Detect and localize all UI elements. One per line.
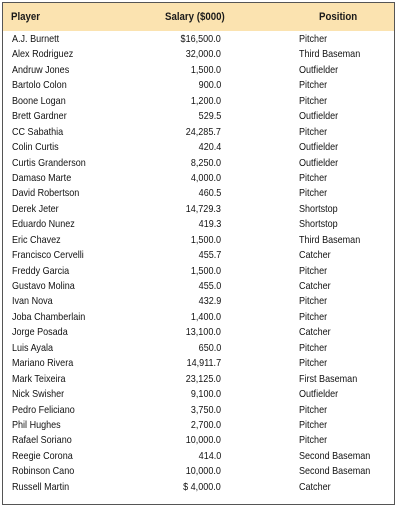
table-row <box>3 202 394 217</box>
player-cell: CC Sabathia <box>12 125 64 138</box>
position-cell: Pitcher <box>299 187 328 200</box>
position-cell: Catcher <box>299 480 331 493</box>
salary-cell-wrap <box>143 203 221 215</box>
salary-cell: 1,400.0 <box>190 310 221 323</box>
salary-cell: 23,125.0 <box>185 372 221 385</box>
table-row <box>3 171 394 186</box>
table-row <box>3 464 394 479</box>
position-cell: Pitcher <box>299 310 328 323</box>
salary-cell-wrap <box>143 481 221 493</box>
player-cell: Andruw Jones <box>12 63 70 76</box>
table-row <box>3 325 394 340</box>
table-row <box>3 310 394 325</box>
salary-cell-wrap <box>143 64 221 76</box>
salary-cell-wrap <box>143 249 221 261</box>
position-cell: Pitcher <box>299 94 328 107</box>
salary-cell-wrap <box>143 434 221 446</box>
table-row <box>3 403 394 418</box>
salary-cell: 1,500.0 <box>190 264 221 277</box>
player-cell: Damaso Marte <box>12 171 72 184</box>
position-cell: Third Baseman <box>299 48 361 61</box>
salary-cell-wrap <box>143 419 221 431</box>
player-cell: Colin Curtis <box>12 141 59 154</box>
salary-cell: 10,000.0 <box>185 434 221 447</box>
table-body <box>3 32 394 495</box>
table-row <box>3 109 394 124</box>
salary-cell: 455.7 <box>198 249 221 262</box>
position-cell: Catcher <box>299 326 331 339</box>
position-cell: Third Baseman <box>299 233 361 246</box>
salary-cell-wrap <box>143 79 221 91</box>
player-cell: Eric Chavez <box>12 233 61 246</box>
salary-cell-wrap <box>143 172 221 184</box>
table-header <box>3 3 394 31</box>
table-row <box>3 480 394 495</box>
salary-cell: $ 4,000.0 <box>183 480 221 493</box>
salary-cell-wrap <box>143 465 221 477</box>
player-cell: Alex Rodriguez <box>12 48 74 61</box>
salary-cell-wrap <box>143 404 221 416</box>
player-cell: Jorge Posada <box>12 326 68 339</box>
salary-cell: 420.4 <box>198 141 221 154</box>
position-cell: Outfielder <box>299 63 339 76</box>
player-cell: Freddy Garcia <box>12 264 70 277</box>
salary-cell-wrap <box>143 342 221 354</box>
salary-cell-wrap <box>143 450 221 462</box>
salary-cell-wrap <box>143 187 221 199</box>
salary-table <box>2 2 395 505</box>
table-row <box>3 387 394 402</box>
player-cell: Robinson Cano <box>12 465 75 478</box>
position-cell: Outfielder <box>299 141 339 154</box>
player-cell: A.J. Burnett <box>12 33 60 45</box>
table-row <box>3 140 394 155</box>
salary-cell-wrap <box>143 218 221 230</box>
position-cell: Pitcher <box>299 79 328 92</box>
position-cell: Pitcher <box>299 418 328 431</box>
position-cell: Pitcher <box>299 33 328 45</box>
player-cell: Curtis Granderson <box>12 156 86 169</box>
player-cell: Nick Swisher <box>12 388 65 401</box>
salary-cell: $16,500.0 <box>180 33 221 45</box>
player-cell: Derek Jeter <box>12 202 59 215</box>
player-cell: Bartolo Colon <box>12 79 67 92</box>
position-cell: Second Baseman <box>299 465 371 478</box>
table-row <box>3 78 394 93</box>
player-cell: Eduardo Nunez <box>12 218 75 231</box>
position-cell: Pitcher <box>299 403 328 416</box>
player-cell: Reegie Corona <box>12 449 73 462</box>
salary-cell: 24,285.7 <box>185 125 221 138</box>
salary-cell: 4,000.0 <box>190 171 221 184</box>
salary-cell-wrap <box>143 48 221 60</box>
salary-cell: 419.3 <box>198 218 221 231</box>
table-row <box>3 279 394 294</box>
player-cell: Francisco Cervelli <box>12 249 84 262</box>
position-cell: Catcher <box>299 280 331 292</box>
player-cell: Russell Martin <box>12 480 70 493</box>
salary-cell: 8,250.0 <box>190 156 221 169</box>
salary-cell-wrap <box>143 280 221 292</box>
player-cell: Luis Ayala <box>12 341 54 354</box>
salary-cell-wrap <box>143 234 221 246</box>
salary-cell-wrap <box>143 295 221 307</box>
player-cell: Brett Gardner <box>12 110 67 123</box>
table-row <box>3 372 394 387</box>
table-row <box>3 156 394 171</box>
position-cell: Pitcher <box>299 357 328 370</box>
table-row <box>3 248 394 263</box>
position-cell: First Baseman <box>299 372 358 385</box>
table-row <box>3 433 394 448</box>
salary-cell: 2,700.0 <box>190 418 221 431</box>
salary-cell: 455.0 <box>198 280 221 292</box>
player-cell: Joba Chamberlain <box>12 310 86 323</box>
salary-cell-wrap <box>143 373 221 385</box>
table-row <box>3 63 394 78</box>
salary-cell: 1,500.0 <box>190 233 221 246</box>
salary-cell: 432.9 <box>198 295 221 308</box>
position-cell: Pitcher <box>299 264 328 277</box>
column-header-position: Position <box>319 11 358 23</box>
table-row <box>3 294 394 309</box>
player-cell: Mark Teixeira <box>12 372 66 385</box>
table-row <box>3 186 394 201</box>
player-cell: Mariano Rivera <box>12 357 74 370</box>
position-cell: Outfielder <box>299 110 339 123</box>
salary-cell: 1,500.0 <box>190 63 221 76</box>
position-cell: Second Baseman <box>299 449 371 462</box>
salary-cell: 14,729.3 <box>185 202 221 215</box>
salary-cell: 1,200.0 <box>190 94 221 107</box>
salary-cell: 32,000.0 <box>185 48 221 61</box>
player-cell: Boone Logan <box>12 94 66 107</box>
salary-cell: 900.0 <box>198 79 221 92</box>
player-cell: Pedro Feliciano <box>12 403 75 416</box>
salary-cell: 650.0 <box>198 341 221 354</box>
position-cell: Shortstop <box>299 218 338 231</box>
player-cell: Ivan Nova <box>12 295 53 308</box>
position-cell: Outfielder <box>299 388 339 401</box>
player-cell: Gustavo Molina <box>12 280 75 292</box>
table-row <box>3 341 394 356</box>
salary-cell: 529.5 <box>198 110 221 123</box>
salary-cell-wrap <box>143 95 221 107</box>
table-row <box>3 125 394 140</box>
table-row <box>3 449 394 464</box>
salary-cell: 9,100.0 <box>190 388 221 401</box>
table-row <box>3 47 394 62</box>
position-cell: Pitcher <box>299 125 328 138</box>
salary-cell: 10,000.0 <box>185 465 221 478</box>
salary-cell: 13,100.0 <box>185 326 221 339</box>
salary-cell: 414.0 <box>198 449 221 462</box>
player-cell: Rafael Soriano <box>12 434 72 447</box>
position-cell: Catcher <box>299 249 331 262</box>
salary-cell-wrap <box>143 388 221 400</box>
salary-cell-wrap <box>143 33 221 45</box>
table-row <box>3 264 394 279</box>
salary-cell: 460.5 <box>198 187 221 200</box>
position-cell: Shortstop <box>299 202 338 215</box>
table-row <box>3 217 394 232</box>
salary-cell-wrap <box>143 265 221 277</box>
salary-cell: 14,911.7 <box>186 357 221 370</box>
position-cell: Pitcher <box>299 295 328 308</box>
salary-cell-wrap <box>143 141 221 153</box>
position-cell: Pitcher <box>299 434 328 447</box>
table-row <box>3 356 394 371</box>
salary-cell-wrap <box>143 311 221 323</box>
table-row <box>3 94 394 109</box>
player-cell: David Robertson <box>12 187 80 200</box>
salary-cell-wrap <box>143 110 221 122</box>
salary-cell: 3,750.0 <box>190 403 221 416</box>
position-cell: Outfielder <box>299 156 339 169</box>
player-cell: Phil Hughes <box>12 418 61 431</box>
salary-cell-wrap <box>143 126 221 138</box>
table-row <box>3 32 394 47</box>
column-header-player: Player <box>11 11 41 23</box>
position-cell: Pitcher <box>299 171 328 184</box>
table-row <box>3 233 394 248</box>
salary-cell-wrap <box>143 357 221 369</box>
salary-cell-wrap <box>143 326 221 338</box>
position-cell: Pitcher <box>299 341 328 354</box>
column-header-salary: Salary ($000) <box>165 11 225 23</box>
table-row <box>3 418 394 433</box>
salary-cell-wrap <box>143 157 221 169</box>
